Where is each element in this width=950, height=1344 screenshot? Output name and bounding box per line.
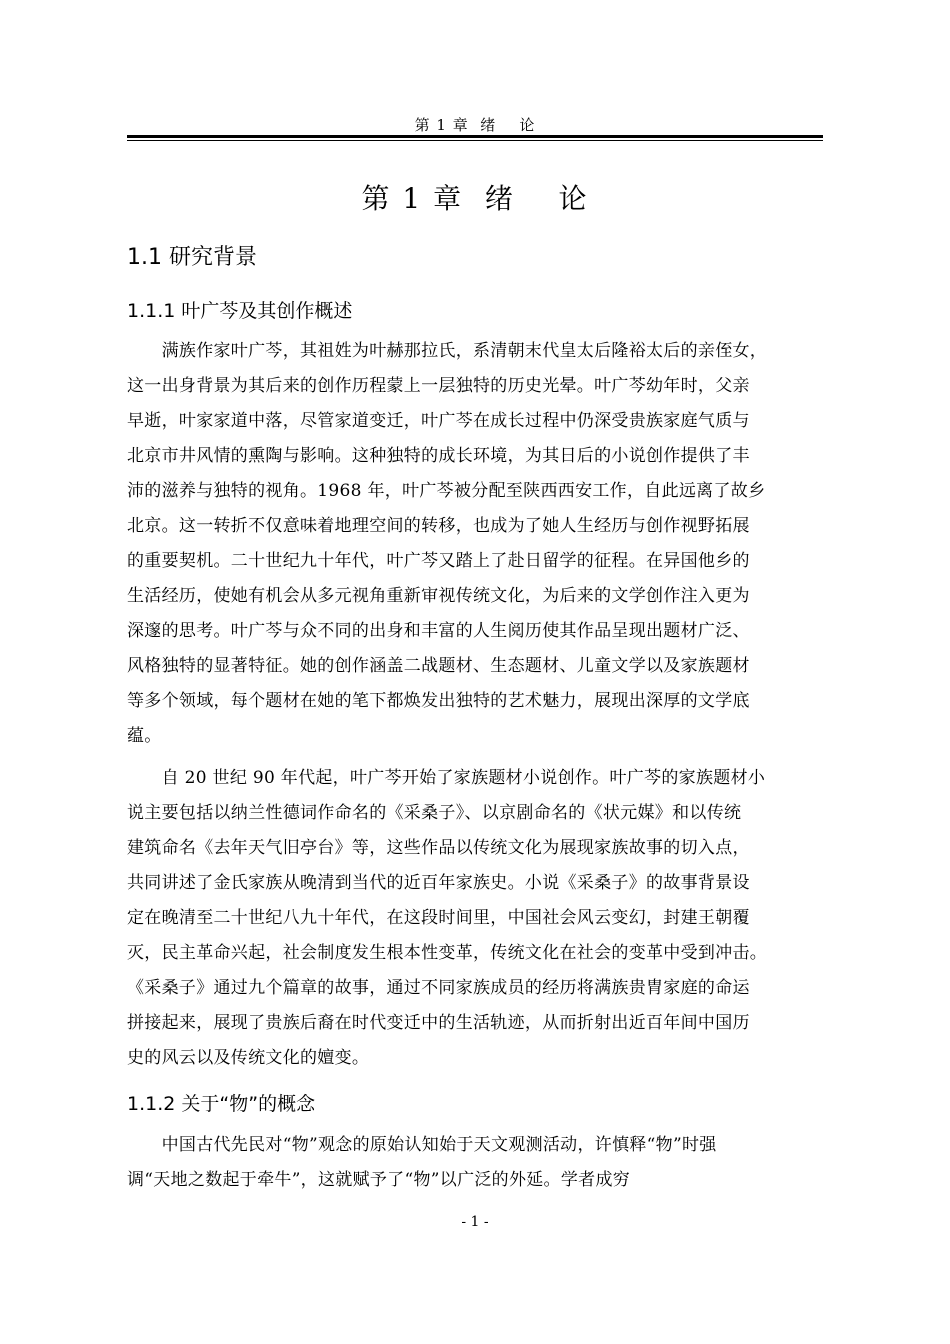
section-heading-1-1-1: 1.1.1 叶广芩及其创作概述 <box>127 300 353 322</box>
chapter-title: 第 1 章 绪 论 <box>361 182 589 215</box>
header-rule-thin <box>127 140 823 141</box>
text-line: 蕴。 <box>127 726 162 746</box>
text-line: 早逝，叶家家道中落，尽管家道变迁，叶广芩在成长过程中仍深受贵族家庭气质与 <box>127 411 750 431</box>
page-number: - 1 - <box>461 1214 489 1230</box>
text-line: 定在晚清至二十世纪八九十年代，在这段时间里，中国社会风云变幻，封建王朝覆 <box>127 908 750 928</box>
paragraph-1-1-1-b <box>127 761 827 1076</box>
header-rule <box>127 135 823 138</box>
text-line: 北京市井风情的熏陶与影响。这种独特的成长环境，为其日后的小说创作提供了丰 <box>127 446 750 466</box>
text-line: 生活经历，使她有机会从多元视角重新审视传统文化，为后来的文学创作注入更为 <box>127 586 750 606</box>
text-line: 北京。这一转折不仅意味着地理空间的转移，也成为了她人生经历与创作视野拓展 <box>127 516 750 536</box>
text-line: 自 20 世纪 90 年代起，叶广芩开始了家族题材小说创作。叶广芩的家族题材小 <box>127 768 766 788</box>
section-heading-1-1: 1.1 研究背景 <box>127 245 257 270</box>
section-heading-1-1-2: 1.1.2 关于“物”的概念 <box>127 1093 316 1115</box>
text-line: 《采桑子》通过九个篇章的故事，通过不同家族成员的经历将满族贵胄家庭的命运 <box>127 978 750 998</box>
text-line: 满族作家叶广芩，其祖姓为叶赫那拉氏，系清朝末代皇太后隆裕太后的亲侄女， <box>127 341 768 361</box>
text-line: 中国古代先民对“物”观念的原始认知始于天文观测活动，许慎释“物”时强 <box>127 1135 717 1155</box>
text-line: 拼接起来，展现了贵族后裔在时代变迁中的生活轨迹，从而折射出近百年间中国历 <box>127 1013 750 1033</box>
text-line: 风格独特的显著特征。她的创作涵盖二战题材、生态题材、儿童文学以及家族题材 <box>127 656 750 676</box>
text-line: 建筑命名《去年天气旧亭台》等，这些作品以传统文化为展现家族故事的切入点， <box>127 838 750 858</box>
text-line: 说主要包括以纳兰性德词作命名的《采桑子》、以京剧命名的《状元媒》和以传统 <box>127 803 742 823</box>
running-header: 第 1 章 绪 论 <box>414 116 536 134</box>
paragraph-1-1-2-a <box>127 1128 827 1198</box>
text-line: 的重要契机。二十世纪九十年代，叶广芩又踏上了赴日留学的征程。在异国他乡的 <box>127 551 750 571</box>
text-line: 沛的滋养与独特的视角。1968 年，叶广芩被分配至陕西西安工作，自此远离了故乡 <box>127 481 766 501</box>
text-line: 共同讲述了金氏家族从晚清到当代的近百年家族史。小说《采桑子》的故事背景设 <box>127 873 750 893</box>
paragraph-1-1-1-a <box>127 334 827 754</box>
text-line: 灭，民主革命兴起，社会制度发生根本性变革，传统文化在社会的变革中受到冲击。 <box>127 943 768 963</box>
text-line: 史的风云以及传统文化的嬗变。 <box>127 1048 370 1068</box>
text-line: 等多个领域，每个题材在她的笔下都焕发出独特的艺术魅力，展现出深厚的文学底 <box>127 691 750 711</box>
text-line: 调“天地之数起于牵牛”，这就赋予了“物”以广泛的外延。学者成穷 <box>127 1170 631 1190</box>
text-line: 深邃的思考。叶广芩与众不同的出身和丰富的人生阅历使其作品呈现出题材广泛、 <box>127 621 750 641</box>
text-line: 这一出身背景为其后来的创作历程蒙上一层独特的历史光晕。叶广芩幼年时，父亲 <box>127 376 750 396</box>
